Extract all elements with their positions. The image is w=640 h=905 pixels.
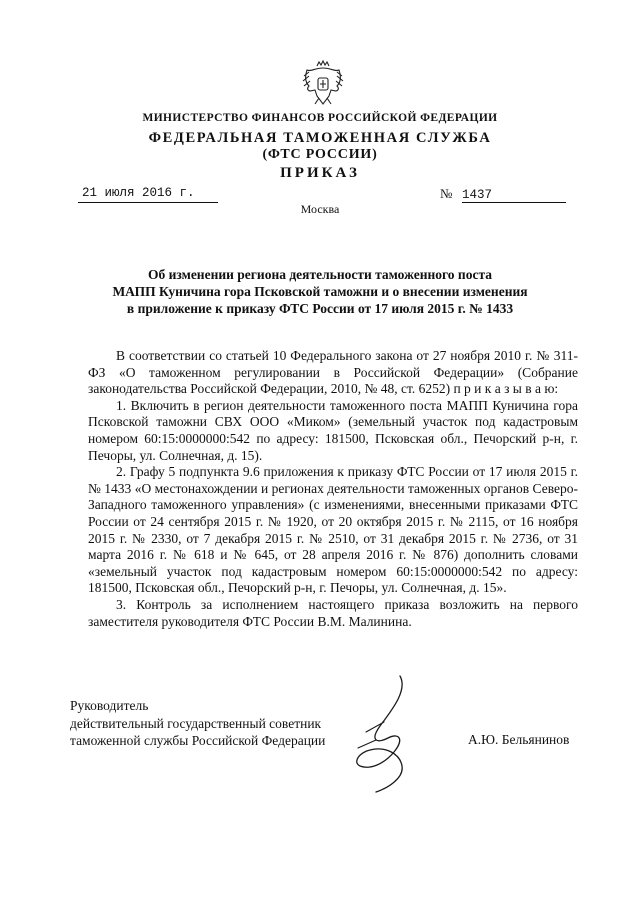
number-sign: №	[440, 186, 453, 201]
item-3-paragraph: 3. Контроль за исполнением настоящего приказа возложить на первого заместителя руководителя ФТС России В.М. Малинина.	[88, 596, 578, 629]
service-name: ФЕДЕРАЛЬНАЯ ТАМОЖЕННАЯ СЛУЖБА	[148, 130, 492, 146]
document-subject	[0, 266, 640, 317]
coat-of-arms-icon	[301, 60, 345, 108]
preamble-paragraph: В соответствии со статьей 10 Федерального закона от 27 ноября 2010 г. № 311-ФЗ «О таможенном регулировании в Российской Федерации» (Собрание законодательства Российской Федерации, 2010, № 48, ст. 6252) п р и к а з ы в а ю:	[88, 348, 578, 397]
signatory-title-line-2: действительный государственный советник	[70, 715, 322, 731]
subject-line-1: Об изменении региона деятельности таможенного поста	[147, 267, 492, 282]
item-2-paragraph: 2. Графу 5 подпункта 9.6 приложения к приказу ФТС России от 17 июля 2015 г. № 1433 «О местонахождении и регионах деятельности таможенных органов Северо-Западного таможенного управления» (с изменениями, внесенными приказами ФТС России от 24 сентября 2015 г. № 1920, от 20 октября 2015 г. № 2115, от 16 ноября 2015 г. № 2330, от 7 декабря 2015 г. № 2510, от 31 декабря 2015 г. № 2736, от 31 марта 2016 г. № 618 и № 645, от 28 апреля 2016 г. № 876) дополнить словами «земельный участок под кадастровым номером 60:15:0000000:542 по адресу: 181500, Псковская обл., Печорский р-н, г. Печоры, ул. Солнечная, д. 15».	[88, 464, 578, 596]
subject-line-2: МАПП Куничина гора Псковской таможни и о внесении изменения	[112, 284, 528, 299]
document-body	[88, 348, 578, 630]
ministry-name: МИНИСТЕРСТВО ФИНАНСОВ РОССИЙСКОЙ ФЕДЕРАЦИИ	[142, 112, 498, 124]
signatory-title	[70, 697, 325, 750]
signatory-name: А.Ю. Бельянинов	[468, 732, 570, 747]
document-date	[78, 186, 218, 203]
number-value: 1437	[462, 188, 566, 203]
signatory-title-line-3: таможенной службы Российской Федерации	[70, 733, 326, 748]
city: Москва	[300, 202, 340, 216]
item-1-paragraph: 1. Включить в регион деятельности таможенного поста МАПП Куничина гора Псковской таможни СВХ ООО «Миком» (земельный участок под кадастровым номером 60:15:0000000:542 по адресу: 181500, Псковская обл., Печорский р-н, г. Печоры, ул. Солнечная, д. 15).	[88, 397, 578, 463]
date-value: 21 июля 2016 г.	[82, 186, 195, 200]
handwritten-signature	[330, 670, 470, 800]
subject-line-3: в приложение к приказу ФТС России от 17 июля 2015 г. № 1433	[126, 301, 514, 316]
document-number	[440, 186, 568, 202]
document-type: ПРИКАЗ	[280, 165, 360, 181]
signatory-title-line-1: Руководитель	[70, 698, 149, 713]
service-abbreviation: (ФТС РОССИИ)	[262, 147, 378, 162]
